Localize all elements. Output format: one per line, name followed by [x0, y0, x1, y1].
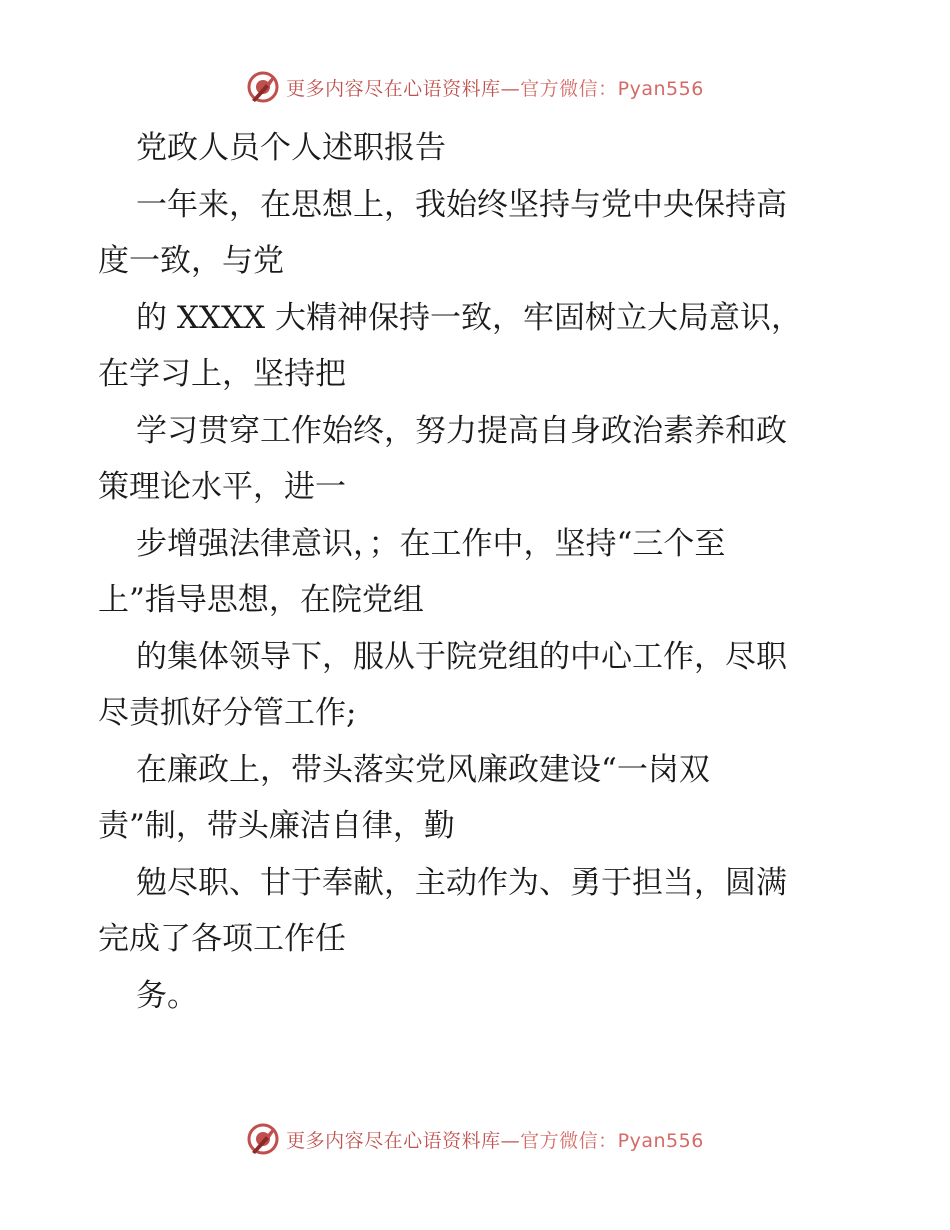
paragraph-line: 度一致，与党 — [98, 243, 284, 279]
banner-text: 更多内容尽在心语资料库—官方微信：Pyan556 — [286, 1129, 704, 1152]
paragraph-line: 勉尽职、甘于奉献，主动作为、勇于担当，圆满 — [136, 864, 787, 901]
paragraph-line: 上”指导思想，在院党组 — [98, 582, 424, 618]
paragraph-line: 策理论水平，进一 — [98, 469, 346, 505]
document-body — [98, 120, 858, 1024]
pen-logo-icon — [246, 1122, 280, 1156]
paragraph-line: 在廉政上，带头落实党风廉政建设“一岗双 — [136, 751, 710, 788]
banner-contact: 官方微信：Pyan556 — [520, 77, 704, 100]
paragraph-line: 完成了各项工作任 — [98, 921, 346, 957]
paragraph-line: 学习贯穿工作始终，努力提高自身政治素养和政 — [136, 412, 787, 449]
paragraph-line: 责”制，带头廉洁自律，勤 — [98, 808, 455, 844]
pen-logo-icon — [246, 70, 280, 104]
paragraph-line: 步增强法律意识，；在工作中，坚持“三个至 — [136, 525, 726, 562]
paragraph-line: 在学习上，坚持把 — [98, 356, 346, 392]
header-banner — [0, 70, 950, 104]
paragraph-line: 的 XXXX 大精神保持一致，牢固树立大局意识， — [136, 299, 802, 336]
footer-banner — [0, 1122, 950, 1156]
paragraph-line: 尽责抓好分管工作; — [98, 695, 357, 731]
document-title: 党政人员个人述职报告 — [136, 130, 446, 166]
paragraph-line: 的集体领导下，服从于院党组的中心工作，尽职 — [136, 638, 787, 675]
paragraph-line: 一年来，在思想上，我始终坚持与党中央保持高 — [136, 186, 787, 223]
banner-text: 更多内容尽在心语资料库—官方微信：Pyan556 — [286, 77, 704, 100]
paragraph-line: 务。 — [136, 977, 198, 1014]
banner-contact: 官方微信：Pyan556 — [520, 1129, 704, 1152]
